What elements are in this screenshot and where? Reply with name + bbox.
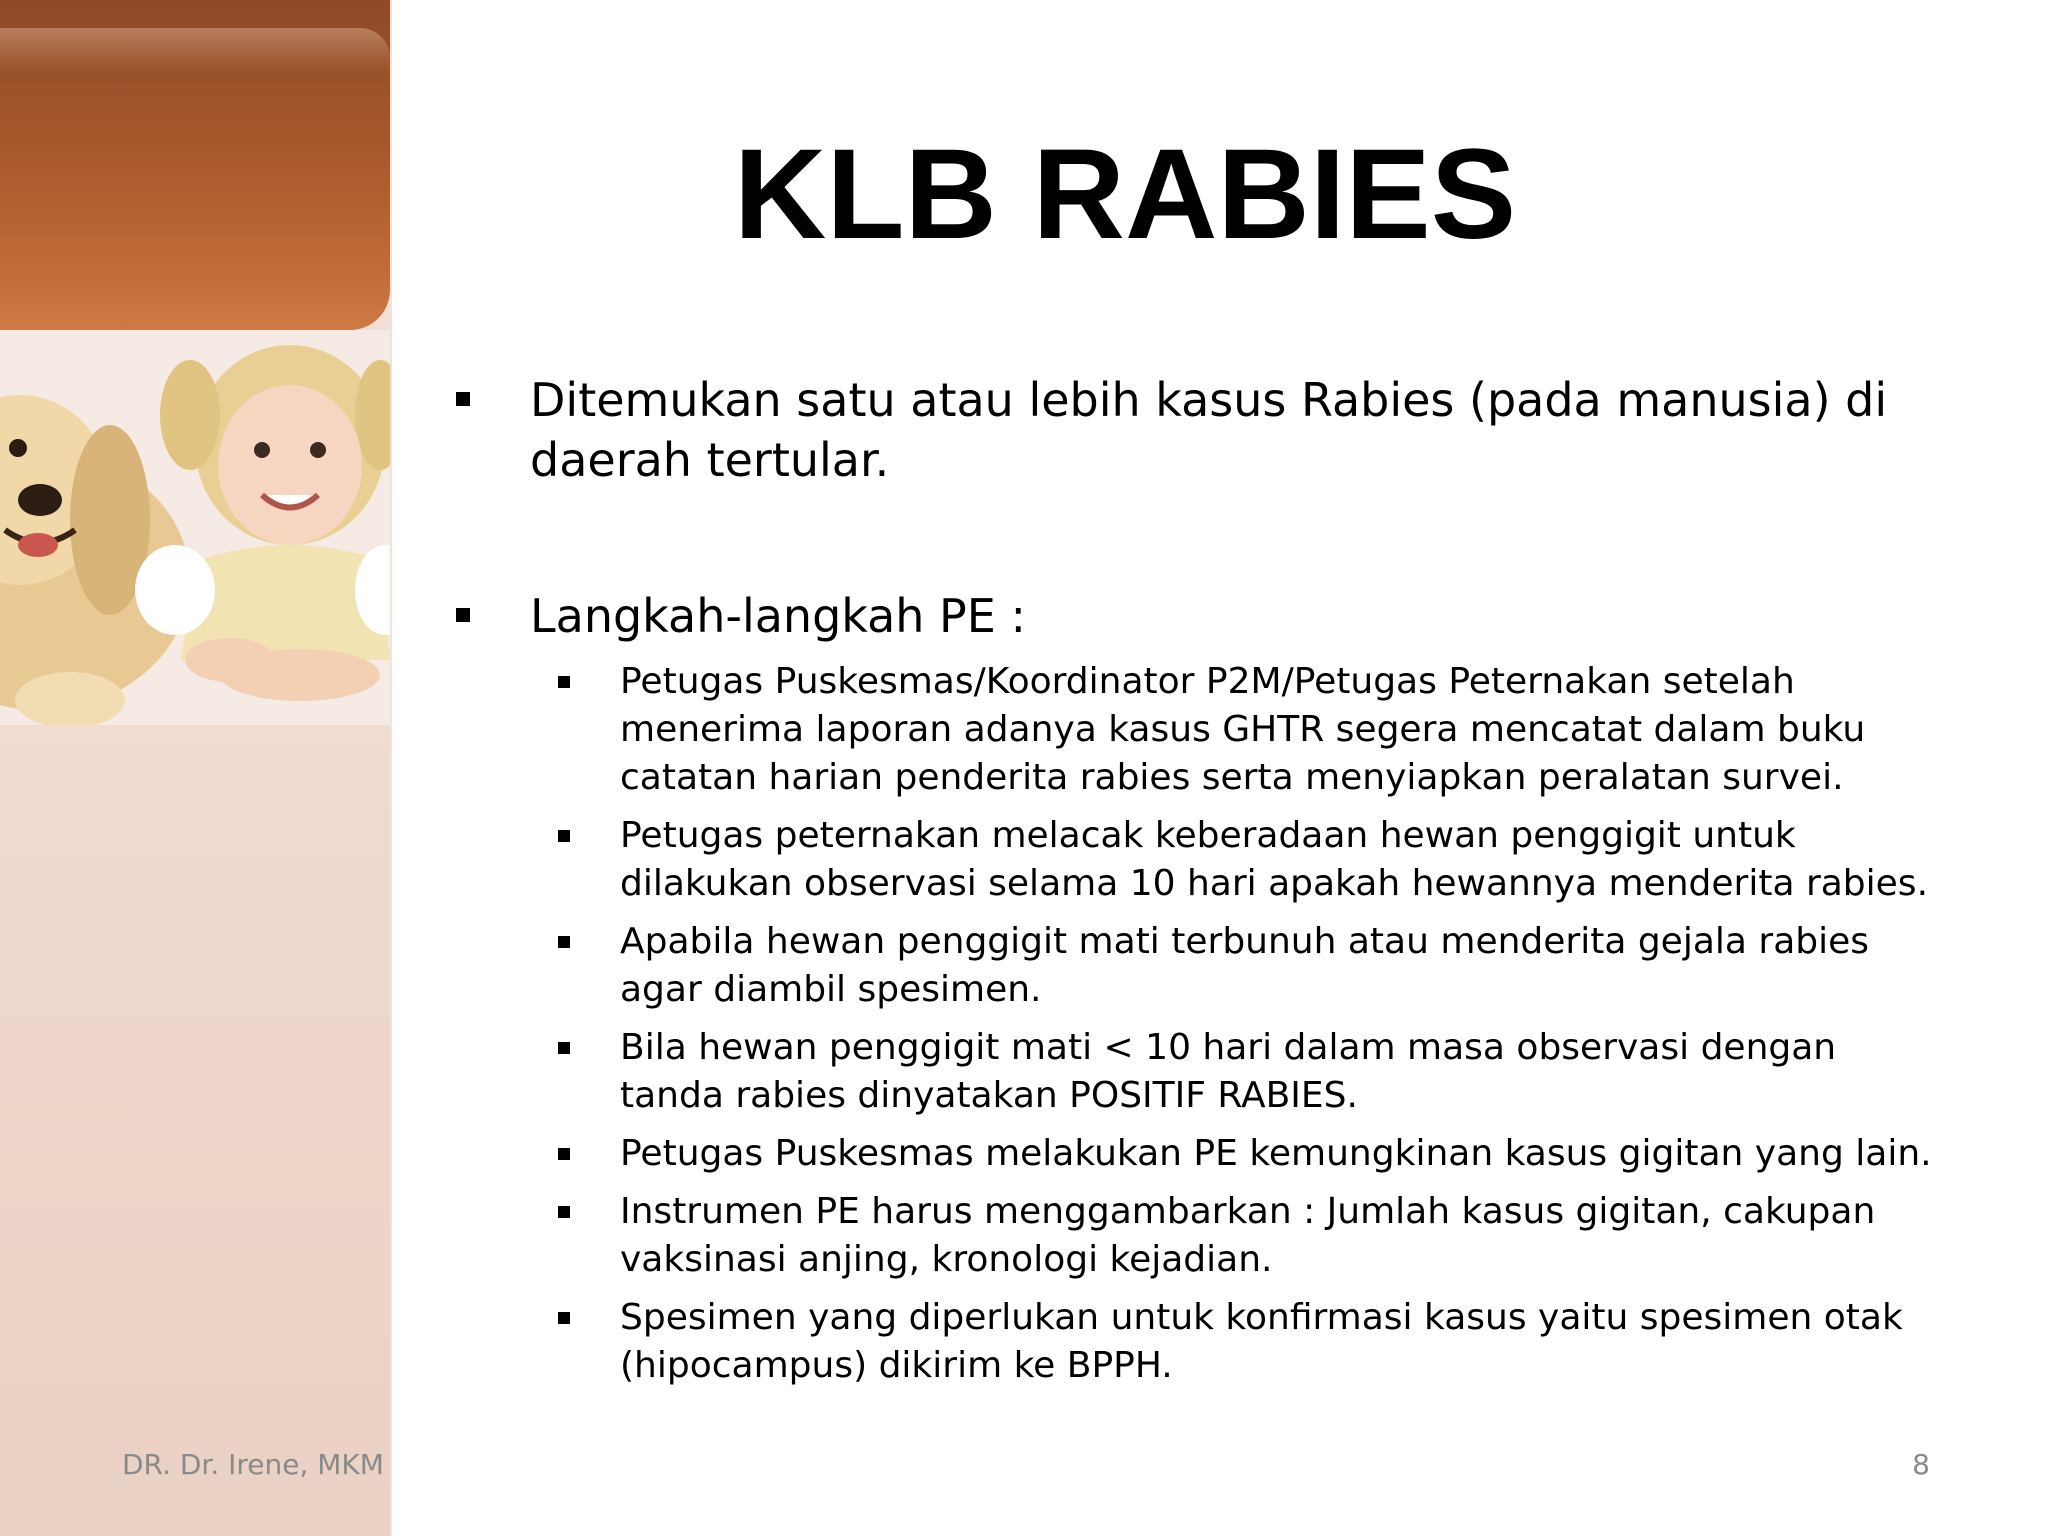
sub-bullet-text: Bila hewan penggigit mati < 10 hari dalam masa observasi dengan tanda rabies dinyatakan POSITIF RABIES.: [620, 1027, 1837, 1116]
sub-bullet-item: [620, 1130, 1950, 1178]
sub-bullet-text: Instrumen PE harus menggambarkan : Jumlah kasus gigitan, cakupan vaksinasi anjing, kronologi kejadian.: [620, 1191, 1876, 1280]
square-bullet-icon: [558, 830, 570, 842]
slide-title: KLB RABIES: [733, 123, 1517, 266]
square-bullet-icon: [558, 676, 570, 688]
bullet-item: [452, 586, 1932, 646]
dog-and-child-photo: [0, 330, 390, 750]
side-panel-edge: [390, 0, 392, 1536]
footer-author: DR. Dr. Irene, MKM: [122, 1448, 384, 1481]
square-bullet-icon: [456, 608, 470, 622]
sub-bullet-text: Apabila hewan penggigit mati terbunuh atau menderita gejala rabies agar diambil spesimen.: [620, 921, 1870, 1010]
bullet-text: Langkah-langkah PE :: [530, 589, 1026, 643]
sub-bullet-item: [620, 1294, 1950, 1390]
square-bullet-icon: [558, 1042, 570, 1054]
square-bullet-icon: [558, 936, 570, 948]
sub-bullet-item: [620, 1024, 1950, 1120]
bullet-item: [452, 370, 1932, 490]
sub-bullet-item: [620, 918, 1950, 1014]
bullet-list: [452, 370, 1932, 1400]
sub-bullet-list: [452, 658, 1932, 1390]
bullet-text: Ditemukan satu atau lebih kasus Rabies (pada manusia) di daerah tertular.: [530, 373, 1888, 487]
square-bullet-icon: [456, 392, 470, 406]
sub-bullet-item: [620, 1188, 1950, 1284]
sub-bullet-item: [620, 658, 1950, 802]
slide-number: 8: [1912, 1448, 1930, 1481]
side-brown-band: [0, 0, 390, 330]
sub-bullet-text: Petugas Puskesmas/Koordinator P2M/Petugas Peternakan setelah menerima laporan adanya kasus GHTR segera mencatat dalam buku catatan harian penderita rabies serta menyiapkan peralatan survei.: [620, 661, 1866, 798]
sub-bullet-item: [620, 812, 1950, 908]
side-decoration-panel: [0, 0, 390, 1536]
square-bullet-icon: [558, 1206, 570, 1218]
sub-bullet-text: Spesimen yang diperlukan untuk konfirmasi kasus yaitu spesimen otak (hipocampus) dikirim ke BPPH.: [620, 1297, 1903, 1386]
square-bullet-icon: [558, 1148, 570, 1160]
sub-bullet-text: Petugas peternakan melacak keberadaan hewan penggigit untuk dilakukan observasi selama 10 hari apakah hewannya menderita rabies.: [620, 815, 1929, 904]
sub-bullet-text: Petugas Puskesmas melakukan PE kemungkinan kasus gigitan yang lain.: [620, 1133, 1932, 1174]
square-bullet-icon: [558, 1312, 570, 1324]
